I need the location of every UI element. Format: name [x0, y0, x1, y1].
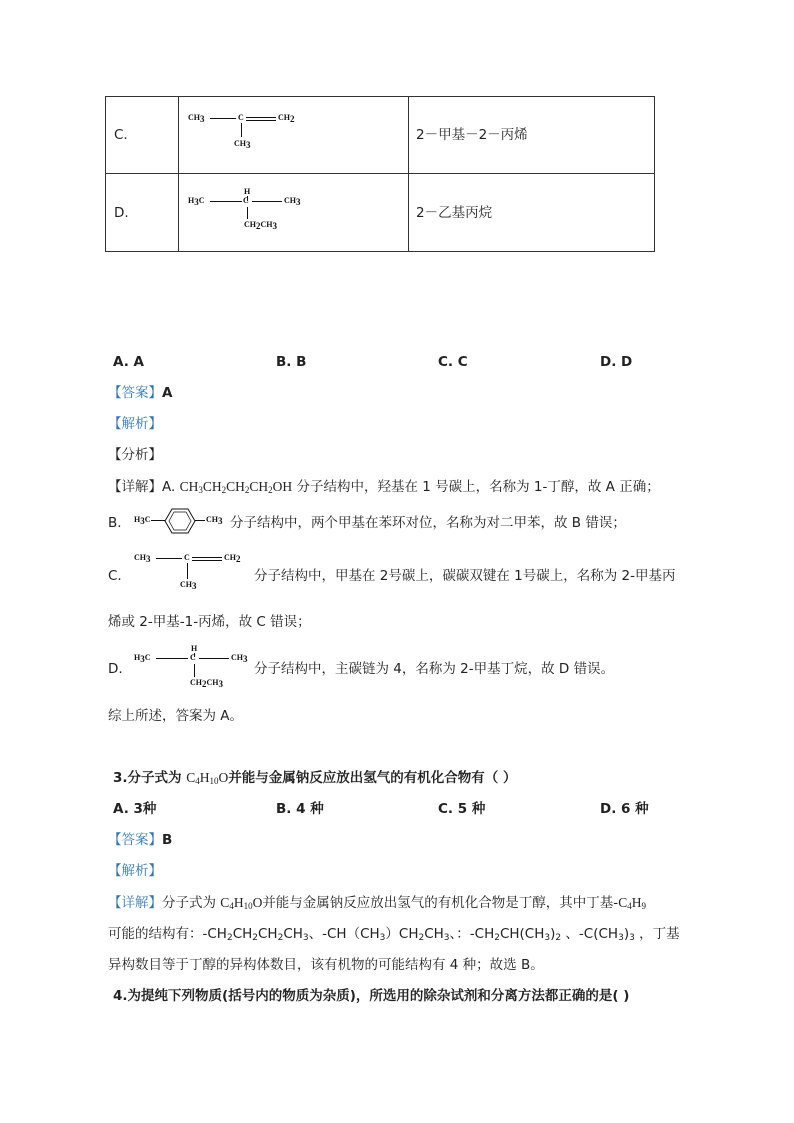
struct-center: C [243, 196, 249, 205]
struct-bottom: $CH_3$ [234, 139, 251, 150]
structure-2-ethylpropane [188, 187, 318, 237]
q3-choice-d: D. 6 种 [600, 801, 649, 817]
table-name-c: 2－甲基－2－丙烯 [416, 127, 528, 143]
choice-a: A. A [113, 354, 144, 370]
xylene-right: $CH_3$ [206, 515, 223, 526]
struct-right: $CH_3$ [231, 653, 248, 664]
struct-left: $H_3C$ [188, 196, 205, 207]
detail-a-prefix: A. [162, 479, 180, 495]
options-table [105, 96, 655, 252]
q3-detail-line1 [108, 895, 646, 911]
q3-answer-label: 【答案】 [108, 832, 162, 848]
struct-bottom: $CH_3$ [180, 580, 197, 591]
summary: 综上所述，答案为 A。 [108, 708, 244, 724]
q4-stem: 4.为提纯下列物质(括号内的物质为杂质)，所选用的除杂试剂和分离方法都正确的是( ) [113, 988, 630, 1004]
struct-right: $CH_3$ [284, 196, 301, 207]
structure-2-methylpropene-detail [134, 551, 254, 591]
detail-d-text: 分子结构中，主碳链为 4，名称为 2-甲基丁烷，故 D 错误。 [254, 661, 615, 677]
q3-choice-c: C. 5 种 [438, 801, 486, 817]
q3-analysis-label: 【解析】 [108, 863, 162, 879]
answer-line [108, 385, 172, 401]
fenxi-label: 【分析】 [108, 447, 162, 463]
detail-b-prefix: B. [108, 515, 122, 531]
detail-c-text: 分子结构中，甲基在 2号碳上，碳碳双键在 1号碳上，名称为 2-甲基丙 [254, 568, 676, 584]
table-option-c: C. [114, 127, 128, 143]
q3-detail-line1-a: 分子式为 [162, 895, 221, 911]
struct-left: $CH_3$ [134, 553, 151, 564]
q3-choice-a: A. 3种 [113, 801, 157, 817]
struct-bottom: $CH_2CH_3$ [244, 220, 277, 231]
benzene-ring-icon [164, 508, 196, 534]
detail-d-prefix: D. [108, 661, 123, 677]
q3-stem [113, 770, 516, 786]
q3-detail-formula: $C_4H_{10}O$ [220, 895, 263, 911]
detail-c-text2: 烯或 2-甲基-1-丙烯，故 C 错误； [108, 614, 311, 630]
choice-c: C. C [438, 354, 468, 370]
answer-value: A [162, 385, 173, 401]
detail-c-prefix: C. [108, 568, 122, 584]
struct-right: $CH_2$ [224, 553, 241, 564]
struct-top: H [191, 644, 198, 653]
table-option-d: D. [114, 205, 129, 221]
q3-butyl-formula: $C_4H_9$ [618, 895, 646, 911]
xylene-left: $H_3C$ [134, 515, 151, 526]
struct-left: $CH_3$ [188, 113, 205, 124]
struct-center: C [238, 113, 244, 122]
table-name-d: 2－乙基丙烷 [416, 205, 493, 221]
answer-label: 【答案】 [108, 385, 162, 401]
struct-bottom: $CH_2CH_3$ [190, 678, 223, 689]
detail-b-text: 分子结构中，两个甲基在苯环对位，名称为对二甲苯，故 B 错误； [230, 515, 626, 531]
choice-b: B. B [276, 354, 307, 370]
q3-answer-value: B [162, 832, 173, 848]
para-xylene-structure [134, 508, 230, 534]
q3-formula: $C_4H_{10}O$ [186, 770, 229, 786]
q3-detail-line1-b: 并能与金属钠反应放出氢气的有机化合物是丁醇，其中丁基- [262, 895, 619, 911]
struct-left: $H_3C$ [134, 653, 151, 664]
struct-center: C [184, 553, 190, 562]
struct-top: H [244, 187, 251, 196]
q3-answer-line [108, 832, 172, 848]
q3-detail-label: 【详解】 [108, 895, 162, 911]
structure-2-methylpropene [188, 111, 318, 161]
struct-right: $CH_2$ [278, 113, 295, 124]
detail-a-line [108, 479, 660, 495]
struct-center: C [190, 653, 196, 662]
detail-a-text: 分子结构中，羟基在 1 号碳上，名称为 1-丁醇，故 A 正确； [296, 479, 660, 495]
structure-2-methylbutane-detail [134, 644, 254, 690]
q3-stem-suffix: 并能与金属钠反应放出氢气的有机化合物有（ ） [228, 770, 517, 786]
q3-detail-line3: 异构数目等于丁醇的异构体数目，该有机物的可能结构有 4 种；故选 B。 [108, 957, 544, 973]
choice-d: D. D [600, 354, 633, 370]
q3-choice-b: B. 4 种 [276, 801, 324, 817]
analysis-label: 【解析】 [108, 416, 162, 432]
detail-label: 【详解】 [108, 479, 162, 495]
detail-a-formula: $CH_3CH_2CH_2CH_2OH$ [179, 479, 293, 495]
q3-detail-line2: 可能的结构有：$-CH_2CH_2CH_2CH_3$、$-CH(CH_3)CH_2CH_3$、：$-CH_2CH(CH_3)_2$ 、$-C(CH_3)_3$ ，丁基 [108, 926, 680, 943]
q3-stem-prefix: 3.分子式为 [113, 770, 187, 786]
